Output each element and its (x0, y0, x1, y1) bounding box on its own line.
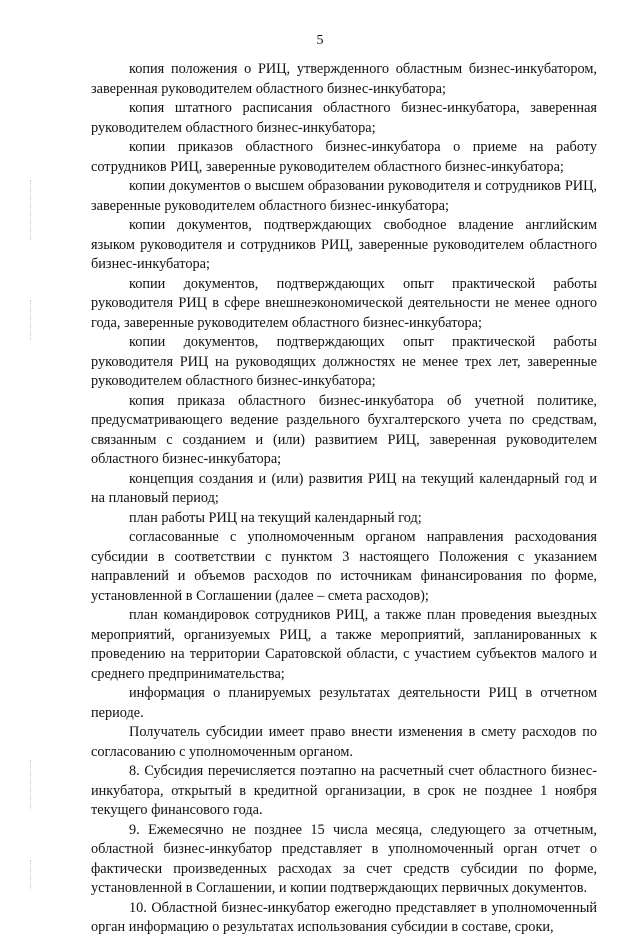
paragraph: Получатель субсидии имеет право внести изменения в смету расходов по согласованию с уполномоченным органом. (91, 724, 597, 760)
margin-scan-mark (30, 180, 32, 240)
paragraph: копия приказа областного бизнес-инкубатора об учетной политике, предусматривающего ведение раздельного бухгалтерского учета по средствам, связанным с созданием и (или) развитием РИЦ, заверенная руководителем областного бизнес-инкубатора; (91, 392, 597, 467)
paragraph: копии документов, подтверждающих опыт практической работы руководителя РИЦ в сфере внешнеэкономической деятельности не менее одного года, заверенные руководителем областного бизнес-инкубатора; (91, 275, 597, 331)
margin-scan-mark (30, 860, 32, 890)
paragraph: копии документов, подтверждающих свободное владение английским языком руководителя и сотрудников РИЦ, заверенные руководителем областного бизнес-инкубатора; (91, 217, 597, 272)
paragraph: копии документов о высшем образовании руководителя и сотрудников РИЦ, заверенные руководителем областного бизнес-инкубатора; (91, 178, 597, 214)
paragraph: концепция создания и (или) развития РИЦ на текущий календарный год и на плановый период; (91, 470, 597, 506)
paragraph: копия положения о РИЦ, утвержденного областным бизнес-инкубатором, заверенная руководителем областного бизнес-инкубатора; (91, 61, 597, 97)
paragraph: согласованные с уполномоченным органом направления расходования субсидии в соответствии с пунктом 3 настоящего Положения с указанием направлений и объемов расходов по источникам финансирования по форме, установленной в Соглашении (далее – смета расходов); (91, 529, 597, 604)
paragraph: информация о планируемых результатах деятельности РИЦ в отчетном периоде. (91, 685, 597, 721)
paragraph: копии приказов областного бизнес-инкубатора о приеме на работу сотрудников РИЦ, заверенные руководителем областного бизнес-инкубатора; (91, 139, 597, 175)
page-number: 5 (316, 33, 324, 48)
paragraph: 9. Ежемесячно не позднее 15 числа месяца, следующего за отчетным, областной бизнес-инкубатор представляет в уполномоченный орган отчет о фактически произведенных расходах за счет средств субсидии по форме, установленной в Соглашении, и копии подтверждающих первичных документов. (91, 821, 597, 896)
paragraph: 10. Областной бизнес-инкубатор ежегодно представляет в уполномоченный орган информацию о результатах использования субсидии в составе, сроки, (91, 899, 597, 935)
paragraph: копии документов, подтверждающих опыт практической работы руководителя РИЦ на руководящих должностях не менее трех лет, заверенные руководителем областного бизнес-инкубатора; (91, 334, 597, 389)
document-body (91, 60, 597, 938)
paragraph: план командировок сотрудников РИЦ, а также план проведения выездных мероприятий, организуемых РИЦ, а также мероприятий, запланированных к проведению на территории Саратовской области, с участием субъектов малого и среднего предпринимательства; (91, 607, 597, 682)
paragraph: план работы РИЦ на текущий календарный год; (129, 509, 422, 526)
margin-scan-mark (30, 300, 32, 340)
paragraph: копия штатного расписания областного бизнес-инкубатора, заверенная руководителем областного бизнес-инкубатора; (91, 100, 597, 136)
margin-scan-mark (30, 760, 32, 810)
paragraph: 8. Субсидия перечисляется поэтапно на расчетный счет областного бизнес-инкубатора, открытый в кредитной организации, в срок не позднее 1 ноября текущего финансового года. (91, 763, 597, 818)
